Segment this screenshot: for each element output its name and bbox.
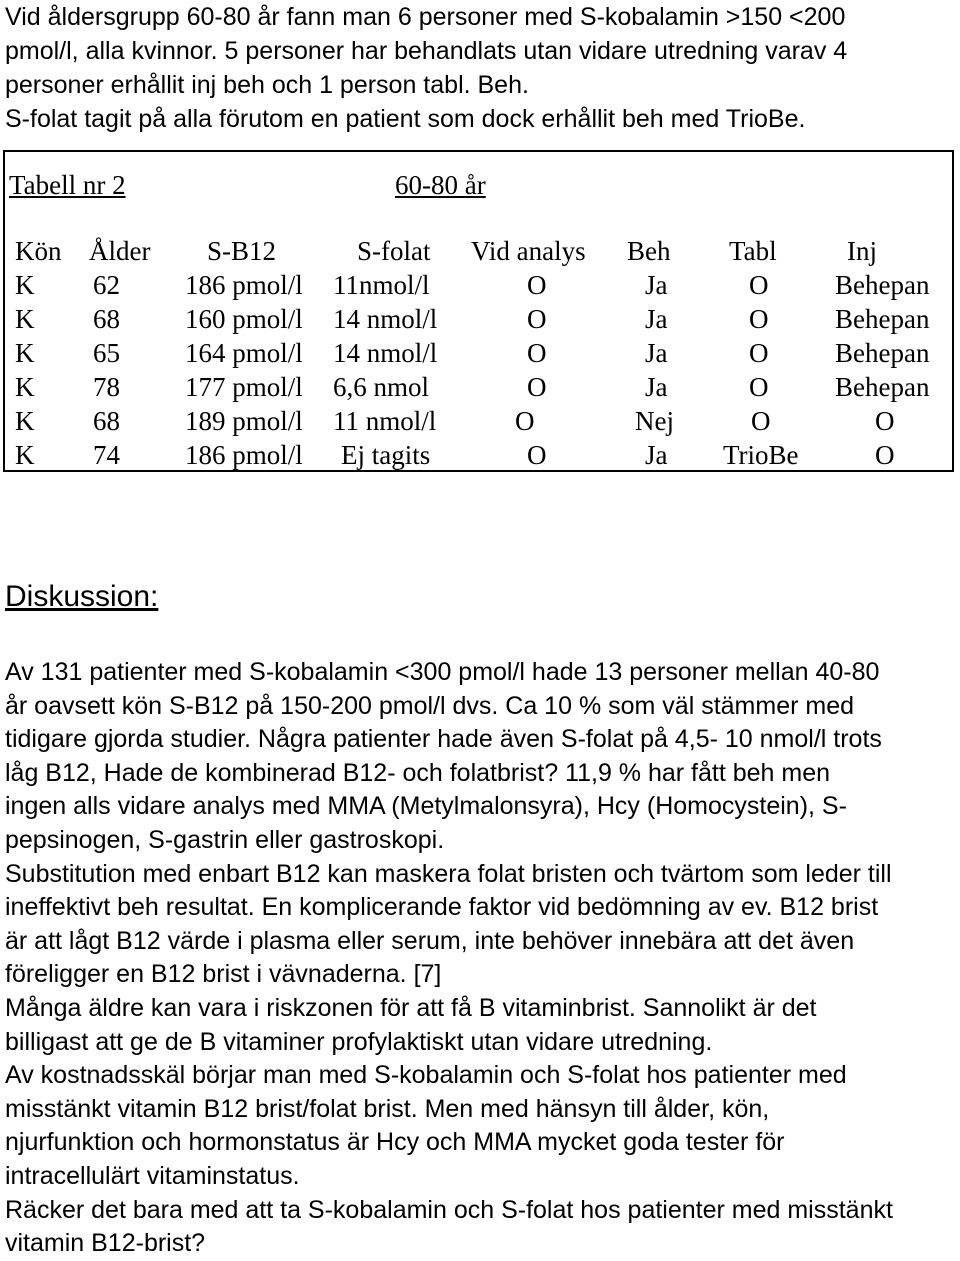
table-cell: 14 nmol/l: [333, 304, 438, 334]
table-cell: O: [875, 406, 895, 436]
table-subcaption: 60-80 år: [395, 170, 486, 200]
table-cell: K: [15, 406, 35, 436]
table-cell: K: [15, 338, 35, 368]
table-cell: 186 pmol/l: [185, 440, 303, 470]
table-row: [5, 406, 952, 440]
intro-line: Vid åldersgrupp 60-80 år fann man 6 personer med S-kobalamin >150 <200: [5, 3, 846, 31]
header-cell: Beh: [627, 236, 671, 266]
table-row: [5, 304, 952, 338]
discussion-line: billigast att ge de B vitaminer profylaktiskt utan vidare utredning.: [5, 1027, 713, 1056]
header-cell: S-folat: [357, 236, 431, 266]
table-cell: Ej tagits: [341, 440, 431, 470]
table-cell: O: [751, 406, 771, 436]
header-cell: Inj: [847, 236, 877, 266]
table-cell: K: [15, 440, 35, 470]
table-cell: 68: [93, 304, 120, 334]
table-cell: 62: [93, 270, 120, 300]
table-cell: Behepan: [835, 372, 930, 402]
table-cell: Behepan: [835, 338, 930, 368]
table-cell: O: [527, 440, 547, 470]
table-cell: 186 pmol/l: [185, 270, 303, 300]
discussion-line: Många äldre kan vara i riskzonen för att få B vitaminbrist. Sannolikt är det: [5, 993, 817, 1022]
table-cell: O: [527, 270, 547, 300]
discussion-line: Av 131 patienter med S-kobalamin <300 pmol/l hade 13 personer mellan 40-80: [5, 658, 880, 686]
discussion-line: njurfunktion och hormonstatus är Hcy och MMA mycket goda tester för: [5, 1128, 785, 1157]
intro-paragraph: [5, 0, 955, 136]
table-row: [5, 440, 952, 474]
table-cell: 78: [93, 372, 120, 402]
table-cell: O: [875, 440, 895, 470]
table-cell: Nej: [635, 406, 674, 436]
intro-line: pmol/l, alla kvinnor. 5 personer har behandlats utan vidare utredning varav 4: [5, 37, 848, 65]
table-cell: Ja: [645, 372, 668, 402]
header-cell: Vid analys: [471, 236, 586, 266]
header-cell: S-B12: [207, 236, 277, 266]
header-cell: Kön: [15, 236, 62, 266]
table-cell: K: [15, 270, 35, 300]
table-cell: Behepan: [835, 270, 930, 300]
discussion-line: intracellulärt vitaminstatus.: [5, 1161, 300, 1190]
table-row: [5, 270, 952, 304]
table-cell: Ja: [645, 270, 668, 300]
table-cell: Ja: [645, 338, 668, 368]
discussion-line: tidigare gjorda studier. Några patienter hade även S-folat på 4,5- 10 nmol/l trots: [5, 725, 882, 754]
table-cell: 189 pmol/l: [185, 406, 303, 436]
table-cell: O: [527, 372, 547, 402]
table-cell: 177 pmol/l: [185, 372, 303, 402]
table-cell: 11nmol/l: [333, 270, 430, 300]
table-cell: K: [15, 304, 35, 334]
table-cell: 160 pmol/l: [185, 304, 303, 334]
intro-line: S-folat tagit på alla förutom en patient som dock erhållit beh med TrioBe.: [5, 105, 806, 133]
table-cell: O: [527, 338, 547, 368]
discussion-line: Substitution med enbart B12 kan maskera folat bristen och tvärtom som leder till: [5, 859, 892, 888]
header-cell: Ålder: [89, 236, 151, 266]
discussion-line: vitamin B12-brist?: [5, 1229, 206, 1258]
discussion-line: Av kostnadsskäl börjar man med S-kobalamin och S-folat hos patienter med: [5, 1061, 847, 1090]
table-cell: 6,6 nmol: [333, 372, 430, 402]
table-cell: K: [15, 372, 35, 402]
intro-line: personer erhållit inj beh och 1 person tabl. Beh.: [5, 71, 529, 99]
table-cell: 68: [93, 406, 120, 436]
table-cell: 11 nmol/l: [333, 406, 437, 436]
table-cell: 164 pmol/l: [185, 338, 303, 368]
table-row: [5, 372, 952, 406]
table-caption: Tabell nr 2: [9, 170, 126, 200]
table-cell: O: [749, 338, 769, 368]
table-cell: O: [749, 372, 769, 402]
table-cell: 65: [93, 338, 120, 368]
table-cell: O: [515, 406, 535, 436]
discussion-heading: Diskussion:: [5, 580, 159, 613]
table-cell: 74: [93, 440, 120, 470]
table-cell: TrioBe: [723, 440, 799, 470]
discussion-line: låg B12, Hade de kombinerad B12- och folatbrist? 11,9 % har fått beh men: [5, 758, 831, 787]
discussion-line: år oavsett kön S-B12 på 150-200 pmol/l dvs. Ca 10 % som väl stämmer med: [5, 691, 854, 720]
discussion-line: Räcker det bara med att ta S-kobalamin och S-folat hos patienter med misstänkt: [5, 1195, 893, 1224]
discussion-line: ingen alls vidare analys med MMA (Metylmalonsyra), Hcy (Homocystein), S-: [5, 792, 847, 821]
discussion-line: är att lågt B12 värde i plasma eller serum, inte behöver innebära att det även: [5, 926, 855, 955]
table-header-row: [5, 236, 952, 270]
discussion-line: föreligger en B12 brist i vävnaderna. [7]: [5, 960, 442, 989]
header-cell: Tabl: [729, 236, 777, 266]
table-cell: Ja: [645, 304, 668, 334]
discussion-body: [5, 656, 957, 1261]
patient-table: [3, 150, 954, 472]
table-cell: O: [527, 304, 547, 334]
table-cell: 14 nmol/l: [333, 338, 438, 368]
table-cell: O: [749, 304, 769, 334]
table-cell: Ja: [645, 440, 668, 470]
table-cell: Behepan: [835, 304, 930, 334]
table-row: [5, 338, 952, 372]
table-cell: O: [749, 270, 769, 300]
discussion-line: ineffektivt beh resultat. En komplicerande faktor vid bedömning av ev. B12 brist: [5, 893, 879, 922]
discussion-line: misstänkt vitamin B12 brist/folat brist. Men med hänsyn till ålder, kön,: [5, 1094, 770, 1123]
discussion-line: pepsinogen, S-gastrin eller gastroskopi.: [5, 825, 445, 854]
